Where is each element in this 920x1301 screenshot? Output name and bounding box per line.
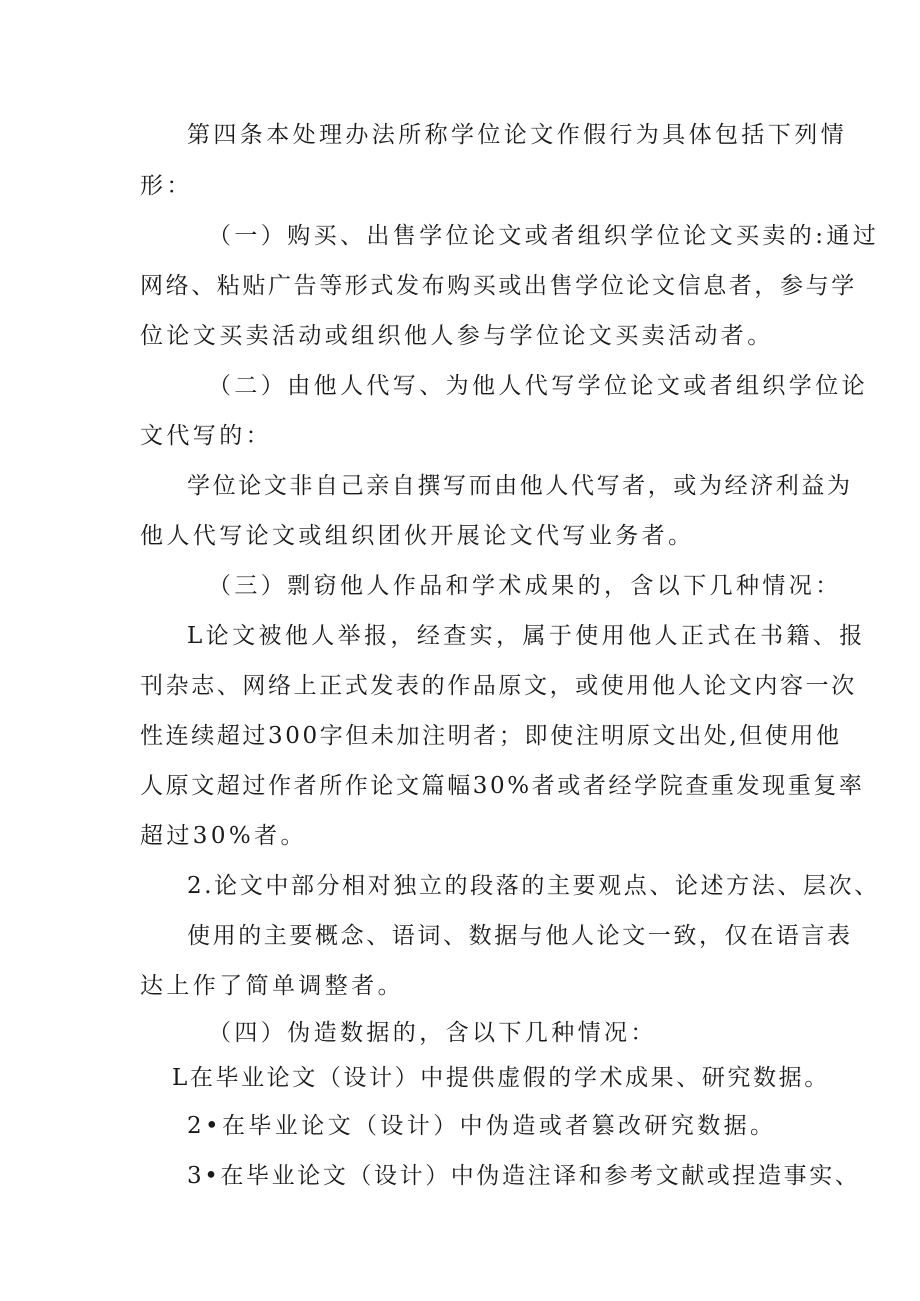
paragraph-line: 使用的主要概念、语词、数据与他人论文一致，仅在语言表 xyxy=(187,923,853,949)
paragraph-line: 学位论文非自己亲自撰写而由他人代写者，或为经济利益为 xyxy=(187,473,853,499)
paragraph-line: 人原文超过作者所作论文篇幅30%者或者经学院查重发现重复率 xyxy=(140,773,865,799)
paragraph-line: （三）剽窃他人作品和学术成果的，含以下几种情况： xyxy=(208,573,842,599)
paragraph-line: 文代写的： xyxy=(140,423,272,449)
paragraph-line: 位论文买卖活动或组织他人参与学位论文买卖活动者。 xyxy=(140,323,774,349)
paragraph-line: 2.论文中部分相对独立的段落的主要观点、论述方法、层次、 xyxy=(187,873,880,899)
paragraph-line: 网络、粘贴广告等形式发布购买或出售学位论文信息者，参与学 xyxy=(140,273,857,299)
paragraph-line: （一）购买、出售学位论文或者组织学位论文买卖的:通过 xyxy=(208,223,880,249)
paragraph-line: （四）伪造数据的，含以下几种情况： xyxy=(208,1020,657,1046)
paragraph-line: 超过30%者。 xyxy=(140,823,307,849)
paragraph-line: 性连续超过300字但未加注明者；即使注明原文出处,但使用他 xyxy=(140,723,842,749)
paragraph-line: （二）由他人代写、为他人代写学位论文或者组织学位论 xyxy=(208,373,868,399)
paragraph-line: 刊杂志、网络上正式发表的作品原文，或使用他人论文内容一次 xyxy=(140,673,857,699)
paragraph-line: 形： xyxy=(140,173,193,199)
paragraph-line: 他人代写论文或组织团伙开展论文代写业务者。 xyxy=(140,523,695,549)
paragraph-line: L在毕业论文（设计）中提供虚假的学术成果、研究数据。 xyxy=(172,1065,830,1091)
paragraph-line: 第四条本处理办法所称学位论文作假行为具体包括下列情 xyxy=(187,122,847,148)
paragraph-line: L论文被他人举报，经查实，属于使用他人正式在书籍、报 xyxy=(187,623,866,649)
paragraph-line: 2•在毕业论文（设计）中伪造或者篡改研究数据。 xyxy=(187,1113,777,1139)
paragraph-line: 3•在毕业论文（设计）中伪造注译和参考文献或捏造事实、 xyxy=(187,1163,861,1189)
paragraph-line: 达上作了简单调整者。 xyxy=(140,973,404,999)
